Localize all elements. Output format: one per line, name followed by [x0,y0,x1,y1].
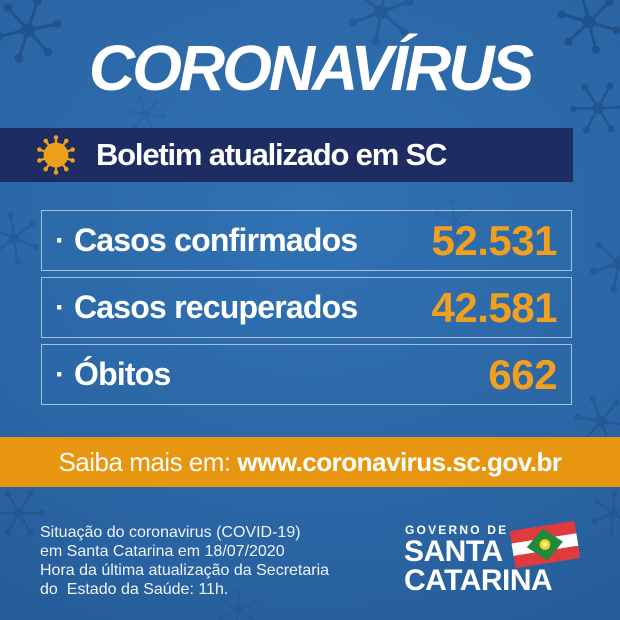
footer-line: do Estado da Saúde: 11h. [40,581,229,598]
logo-tagline: GOVERNO DE [405,523,509,537]
bullet-icon: · [55,223,65,257]
banner-label: Boletim atualizado em SC [96,137,447,172]
santa-catarina-flag-icon [508,518,582,572]
stat-label-deaths: Óbitos [74,356,171,392]
molecule-watermark [579,479,620,546]
page-title: CORONAVÍRUS [88,32,532,104]
coronavirus-website-link[interactable]: www.coronavirus.sc.gov.br [237,446,562,477]
link-prefix: Saiba mais em: [58,446,238,477]
stat-row-recovered [41,277,572,338]
stat-row-confirmed [41,210,572,271]
footer-line: Situação do coronavirus (COVID-19) [40,524,301,541]
logo-state-name-line1: SANTA [404,535,503,568]
stat-value-deaths: 662 [488,350,557,398]
virus-icon [33,132,79,178]
logo-state-name-line2: CATARINA [404,564,553,597]
info-link-bar [0,437,620,487]
bullet-icon: · [55,290,65,324]
bullet-icon: · [55,357,65,391]
molecule-watermark [570,214,620,311]
situation-note [40,523,329,599]
stat-value-confirmed: 52.531 [431,216,557,264]
footer-line: Hora da última atualização da Secretaria [40,562,330,579]
footer-line: em Santa Catarina em 18/07/2020 [40,543,285,560]
stat-row-deaths [41,344,572,405]
stat-value-recovered: 42.581 [431,283,557,331]
government-logo [404,523,552,595]
stats-panel [41,210,572,405]
bulletin-banner [0,128,573,182]
stat-label-confirmed: Casos confirmados [74,222,358,258]
stat-label-recovered: Casos recuperados [74,289,358,325]
